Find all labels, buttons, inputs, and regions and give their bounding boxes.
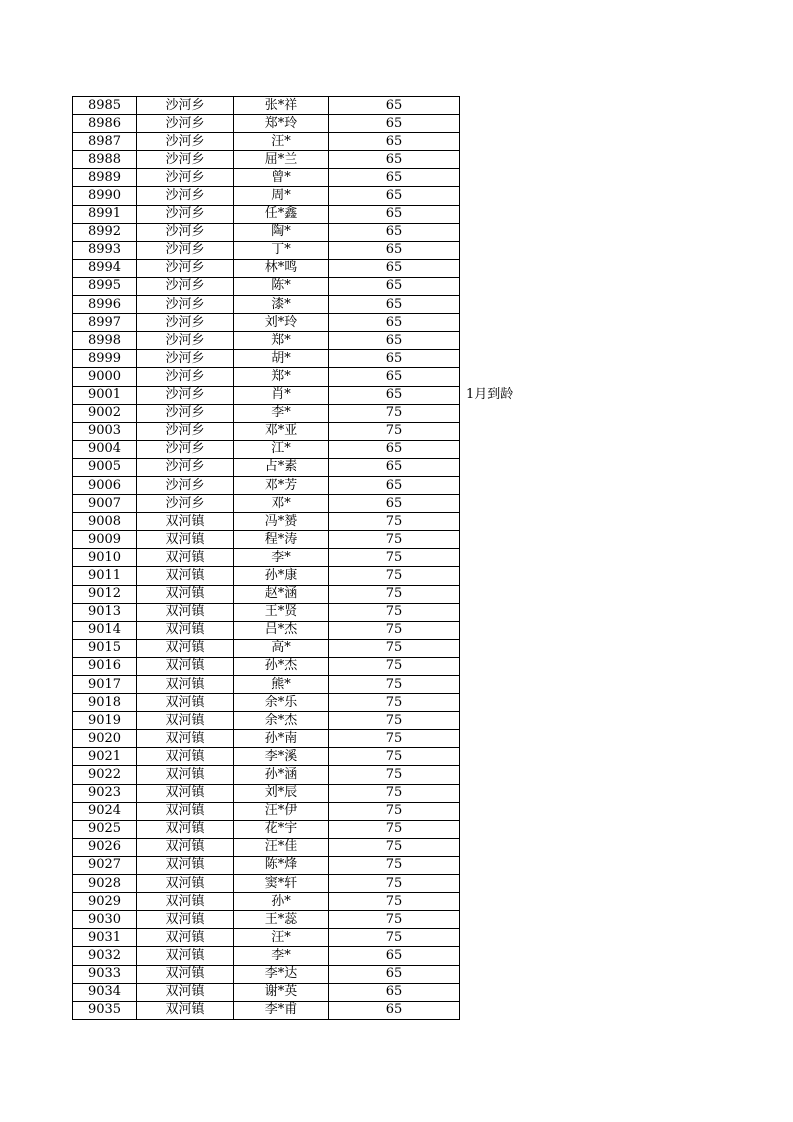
cell-town: 沙河乡 (137, 332, 234, 350)
cell-id: 9022 (73, 766, 137, 784)
cell-name: 江* (234, 440, 329, 458)
cell-amount: 65 (329, 386, 460, 404)
cell-id: 8986 (73, 115, 137, 133)
cell-amount: 75 (329, 694, 460, 712)
table-row (73, 748, 460, 766)
table-row (73, 657, 460, 675)
cell-id: 8990 (73, 187, 137, 205)
cell-id: 9023 (73, 784, 137, 802)
cell-amount: 65 (329, 277, 460, 295)
cell-id: 9035 (73, 1001, 137, 1019)
cell-id: 9019 (73, 712, 137, 730)
cell-amount: 75 (329, 567, 460, 585)
cell-amount: 75 (329, 676, 460, 694)
table-row (73, 965, 460, 983)
cell-id: 9017 (73, 676, 137, 694)
cell-amount: 65 (329, 350, 460, 368)
cell-id: 9010 (73, 549, 137, 567)
cell-amount: 75 (329, 929, 460, 947)
table-row (73, 495, 460, 513)
table-row (73, 1001, 460, 1019)
cell-name: 王*贤 (234, 603, 329, 621)
cell-town: 沙河乡 (137, 223, 234, 241)
cell-id: 8998 (73, 332, 137, 350)
cell-town: 双河镇 (137, 730, 234, 748)
cell-amount: 75 (329, 875, 460, 893)
cell-amount: 65 (329, 440, 460, 458)
cell-town: 双河镇 (137, 549, 234, 567)
cell-town: 沙河乡 (137, 169, 234, 187)
cell-name: 孙*康 (234, 567, 329, 585)
cell-amount: 75 (329, 784, 460, 802)
cell-amount: 75 (329, 838, 460, 856)
cell-name: 曾* (234, 169, 329, 187)
table-row (73, 350, 460, 368)
table-row (73, 259, 460, 277)
cell-town: 双河镇 (137, 567, 234, 585)
cell-name: 窦*轩 (234, 875, 329, 893)
cell-name: 孙* (234, 893, 329, 911)
cell-amount: 75 (329, 549, 460, 567)
cell-id: 9006 (73, 476, 137, 494)
cell-name: 胡* (234, 350, 329, 368)
cell-name: 谢*英 (234, 983, 329, 1001)
cell-id: 9011 (73, 567, 137, 585)
cell-id: 9000 (73, 368, 137, 386)
table-row (73, 422, 460, 440)
cell-town: 双河镇 (137, 513, 234, 531)
cell-id: 9009 (73, 531, 137, 549)
cell-name: 高* (234, 639, 329, 657)
cell-town: 沙河乡 (137, 97, 234, 115)
note-row-9001: 1月到龄 (466, 387, 514, 402)
cell-id: 9021 (73, 748, 137, 766)
cell-id: 9005 (73, 458, 137, 476)
table-row (73, 838, 460, 856)
table-row (73, 241, 460, 259)
cell-id: 9013 (73, 603, 137, 621)
cell-id: 9014 (73, 621, 137, 639)
cell-name: 陶* (234, 223, 329, 241)
cell-id: 9018 (73, 694, 137, 712)
cell-amount: 75 (329, 657, 460, 675)
table-row (73, 820, 460, 838)
cell-id: 9008 (73, 513, 137, 531)
table-row (73, 531, 460, 549)
table-row (73, 875, 460, 893)
cell-name: 汪*伊 (234, 802, 329, 820)
cell-id: 9024 (73, 802, 137, 820)
cell-town: 双河镇 (137, 893, 234, 911)
table-row (73, 223, 460, 241)
table-row (73, 314, 460, 332)
cell-amount: 65 (329, 476, 460, 494)
cell-id: 8987 (73, 133, 137, 151)
cell-name: 王*蕊 (234, 911, 329, 929)
cell-name: 占*素 (234, 458, 329, 476)
cell-name: 李*甫 (234, 1001, 329, 1019)
cell-amount: 75 (329, 766, 460, 784)
cell-town: 沙河乡 (137, 386, 234, 404)
cell-town: 双河镇 (137, 838, 234, 856)
cell-amount: 65 (329, 241, 460, 259)
cell-id: 9032 (73, 947, 137, 965)
cell-amount: 65 (329, 1001, 460, 1019)
table-body (73, 97, 460, 1020)
table-row (73, 802, 460, 820)
cell-town: 双河镇 (137, 983, 234, 1001)
cell-id: 8995 (73, 277, 137, 295)
table-row (73, 856, 460, 874)
cell-name: 屈*兰 (234, 151, 329, 169)
cell-name: 张*祥 (234, 97, 329, 115)
cell-town: 沙河乡 (137, 422, 234, 440)
cell-town: 沙河乡 (137, 350, 234, 368)
table-row (73, 440, 460, 458)
table-row (73, 476, 460, 494)
cell-town: 沙河乡 (137, 368, 234, 386)
cell-amount: 65 (329, 205, 460, 223)
cell-name: 熊* (234, 676, 329, 694)
cell-town: 双河镇 (137, 621, 234, 639)
cell-amount: 75 (329, 639, 460, 657)
cell-id: 8997 (73, 314, 137, 332)
cell-id: 9029 (73, 893, 137, 911)
cell-town: 沙河乡 (137, 133, 234, 151)
cell-amount: 65 (329, 259, 460, 277)
cell-amount: 75 (329, 404, 460, 422)
cell-amount: 75 (329, 911, 460, 929)
cell-id: 9031 (73, 929, 137, 947)
cell-town: 双河镇 (137, 820, 234, 838)
table-row (73, 893, 460, 911)
cell-town: 沙河乡 (137, 495, 234, 513)
cell-name: 余*杰 (234, 712, 329, 730)
cell-amount: 75 (329, 802, 460, 820)
table-row (73, 567, 460, 585)
cell-id: 8999 (73, 350, 137, 368)
table-row (73, 332, 460, 350)
cell-amount: 75 (329, 422, 460, 440)
cell-name: 郑*玲 (234, 115, 329, 133)
cell-name: 肖* (234, 386, 329, 404)
cell-town: 双河镇 (137, 603, 234, 621)
table-row (73, 133, 460, 151)
cell-town: 双河镇 (137, 585, 234, 603)
cell-amount: 65 (329, 965, 460, 983)
table-row (73, 187, 460, 205)
cell-amount: 75 (329, 621, 460, 639)
cell-town: 沙河乡 (137, 241, 234, 259)
cell-id: 9025 (73, 820, 137, 838)
cell-name: 汪* (234, 133, 329, 151)
table-row (73, 784, 460, 802)
table-row (73, 712, 460, 730)
cell-amount: 65 (329, 151, 460, 169)
cell-name: 李*达 (234, 965, 329, 983)
cell-id: 8992 (73, 223, 137, 241)
table-row (73, 766, 460, 784)
table-row (73, 169, 460, 187)
cell-town: 沙河乡 (137, 259, 234, 277)
cell-amount: 75 (329, 730, 460, 748)
cell-amount: 65 (329, 115, 460, 133)
cell-id: 9027 (73, 856, 137, 874)
table-row (73, 97, 460, 115)
cell-amount: 75 (329, 820, 460, 838)
cell-name: 邓*亚 (234, 422, 329, 440)
table-row (73, 983, 460, 1001)
cell-town: 双河镇 (137, 531, 234, 549)
cell-id: 9015 (73, 639, 137, 657)
table-row (73, 730, 460, 748)
cell-town: 沙河乡 (137, 205, 234, 223)
cell-town: 沙河乡 (137, 187, 234, 205)
cell-id: 8991 (73, 205, 137, 223)
cell-id: 8994 (73, 259, 137, 277)
cell-name: 汪*佳 (234, 838, 329, 856)
cell-name: 李* (234, 549, 329, 567)
cell-id: 9034 (73, 983, 137, 1001)
cell-amount: 65 (329, 97, 460, 115)
cell-town: 双河镇 (137, 784, 234, 802)
cell-name: 孙*南 (234, 730, 329, 748)
cell-town: 双河镇 (137, 1001, 234, 1019)
cell-amount: 75 (329, 893, 460, 911)
cell-name: 汪* (234, 929, 329, 947)
cell-name: 孙*涵 (234, 766, 329, 784)
cell-town: 沙河乡 (137, 151, 234, 169)
cell-id: 9030 (73, 911, 137, 929)
cell-town: 双河镇 (137, 766, 234, 784)
cell-amount: 75 (329, 531, 460, 549)
cell-town: 双河镇 (137, 748, 234, 766)
table-row (73, 296, 460, 314)
cell-amount: 65 (329, 983, 460, 1001)
table-row (73, 621, 460, 639)
cell-town: 双河镇 (137, 875, 234, 893)
cell-id: 9026 (73, 838, 137, 856)
cell-town: 双河镇 (137, 639, 234, 657)
cell-id: 8985 (73, 97, 137, 115)
cell-amount: 65 (329, 133, 460, 151)
data-table (72, 96, 460, 1020)
cell-id: 8996 (73, 296, 137, 314)
cell-id: 9007 (73, 495, 137, 513)
cell-name: 程*涛 (234, 531, 329, 549)
cell-name: 花*宇 (234, 820, 329, 838)
cell-name: 邓* (234, 495, 329, 513)
cell-town: 双河镇 (137, 712, 234, 730)
cell-amount: 65 (329, 223, 460, 241)
cell-id: 9002 (73, 404, 137, 422)
cell-amount: 75 (329, 585, 460, 603)
cell-name: 李*溪 (234, 748, 329, 766)
table-row (73, 694, 460, 712)
cell-town: 双河镇 (137, 694, 234, 712)
cell-name: 郑* (234, 368, 329, 386)
cell-name: 周* (234, 187, 329, 205)
cell-town: 沙河乡 (137, 277, 234, 295)
cell-amount: 65 (329, 169, 460, 187)
cell-name: 赵*涵 (234, 585, 329, 603)
cell-name: 冯*赟 (234, 513, 329, 531)
table-row (73, 911, 460, 929)
cell-id: 8993 (73, 241, 137, 259)
table-row (73, 676, 460, 694)
cell-town: 沙河乡 (137, 404, 234, 422)
cell-town: 沙河乡 (137, 296, 234, 314)
cell-name: 余*乐 (234, 694, 329, 712)
table-row (73, 277, 460, 295)
cell-town: 沙河乡 (137, 314, 234, 332)
cell-name: 孙*杰 (234, 657, 329, 675)
table-row (73, 603, 460, 621)
cell-id: 9003 (73, 422, 137, 440)
cell-town: 双河镇 (137, 965, 234, 983)
cell-id: 8989 (73, 169, 137, 187)
cell-name: 陈*烽 (234, 856, 329, 874)
cell-amount: 75 (329, 748, 460, 766)
cell-name: 丁* (234, 241, 329, 259)
cell-amount: 65 (329, 296, 460, 314)
cell-town: 沙河乡 (137, 458, 234, 476)
cell-town: 双河镇 (137, 676, 234, 694)
table-row (73, 205, 460, 223)
cell-town: 沙河乡 (137, 476, 234, 494)
cell-name: 漆* (234, 296, 329, 314)
cell-town: 双河镇 (137, 657, 234, 675)
cell-amount: 75 (329, 856, 460, 874)
table-row (73, 386, 460, 404)
cell-amount: 65 (329, 947, 460, 965)
cell-amount: 65 (329, 314, 460, 332)
cell-town: 沙河乡 (137, 440, 234, 458)
cell-amount: 75 (329, 712, 460, 730)
cell-id: 9033 (73, 965, 137, 983)
table-row (73, 151, 460, 169)
cell-name: 任*鑫 (234, 205, 329, 223)
cell-name: 李* (234, 404, 329, 422)
cell-amount: 65 (329, 187, 460, 205)
table-row (73, 947, 460, 965)
cell-town: 双河镇 (137, 856, 234, 874)
cell-id: 9004 (73, 440, 137, 458)
cell-amount: 65 (329, 458, 460, 476)
table-row (73, 368, 460, 386)
cell-amount: 65 (329, 368, 460, 386)
cell-id: 9012 (73, 585, 137, 603)
cell-town: 沙河乡 (137, 115, 234, 133)
cell-amount: 65 (329, 332, 460, 350)
table-row (73, 585, 460, 603)
cell-name: 刘*辰 (234, 784, 329, 802)
cell-amount: 65 (329, 495, 460, 513)
cell-town: 双河镇 (137, 947, 234, 965)
cell-name: 陈* (234, 277, 329, 295)
table-row (73, 458, 460, 476)
cell-id: 8988 (73, 151, 137, 169)
cell-town: 双河镇 (137, 929, 234, 947)
cell-id: 9001 (73, 386, 137, 404)
cell-town: 双河镇 (137, 802, 234, 820)
table-row (73, 929, 460, 947)
table-row (73, 639, 460, 657)
cell-name: 吕*杰 (234, 621, 329, 639)
cell-id: 9028 (73, 875, 137, 893)
cell-name: 李* (234, 947, 329, 965)
cell-name: 林*鸣 (234, 259, 329, 277)
cell-id: 9016 (73, 657, 137, 675)
table-row (73, 404, 460, 422)
table-row (73, 549, 460, 567)
cell-id: 9020 (73, 730, 137, 748)
cell-amount: 75 (329, 603, 460, 621)
cell-name: 刘*玲 (234, 314, 329, 332)
cell-name: 郑* (234, 332, 329, 350)
cell-town: 双河镇 (137, 911, 234, 929)
cell-name: 邓*芳 (234, 476, 329, 494)
table-row (73, 513, 460, 531)
cell-amount: 75 (329, 513, 460, 531)
table-row (73, 115, 460, 133)
